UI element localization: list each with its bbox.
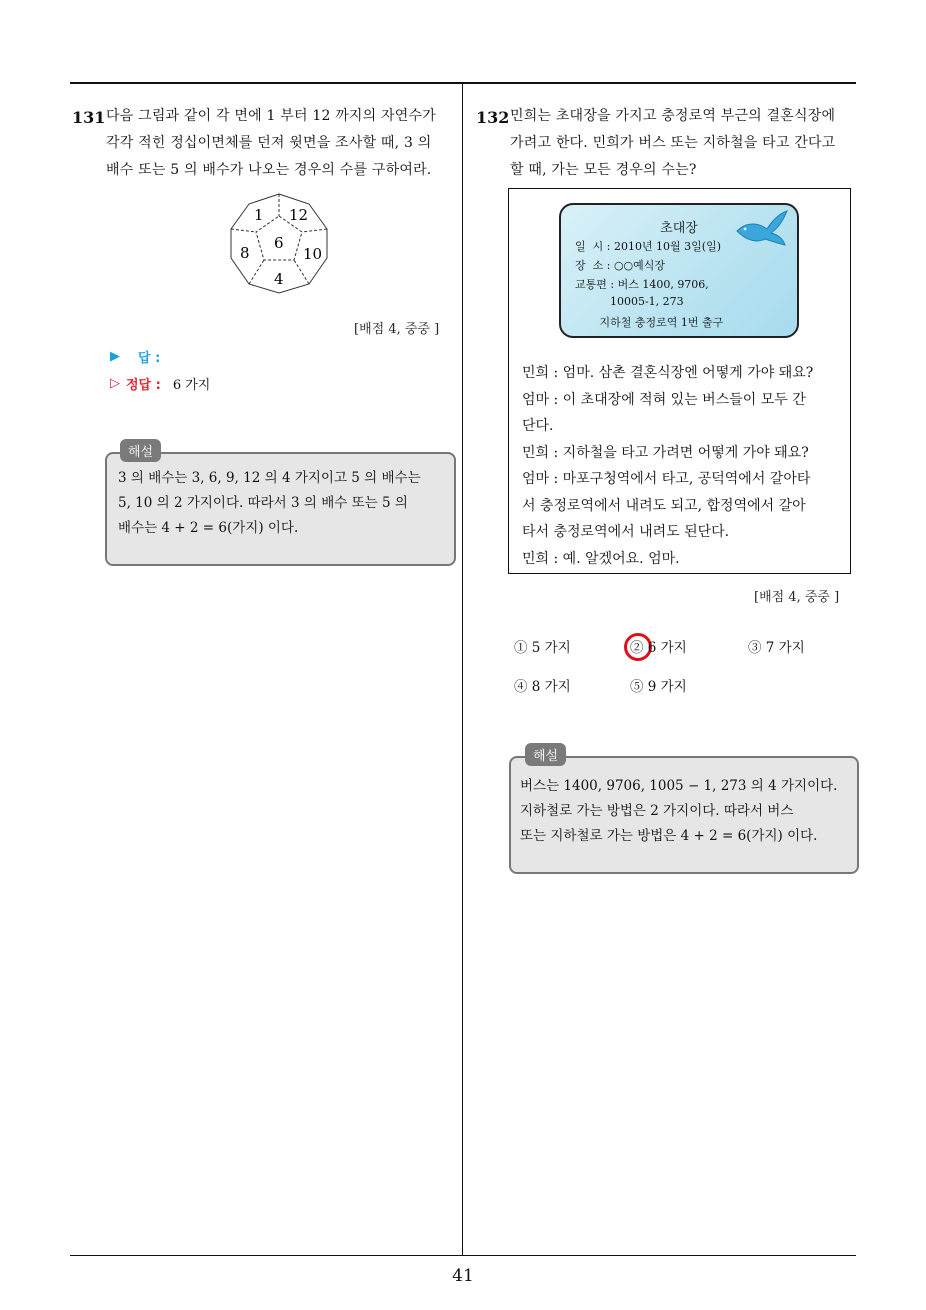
choice-4[interactable]: ④ 8 가지 — [514, 679, 571, 695]
correct-answer-value: 6 가지 — [172, 378, 211, 393]
face-label: 8 — [240, 244, 250, 262]
correct-answer-row — [110, 374, 210, 393]
solution-line: 또는 지하철로 가는 방법은 4 + 2 = 6(가지) 이다. — [520, 828, 818, 844]
solution-tag: 해설 — [525, 743, 566, 766]
outline-triangle-icon: ▷ — [110, 376, 120, 391]
question-line: 민희는 초대장을 가지고 충정로역 부근의 결혼식장에 — [510, 108, 836, 124]
face-label: 12 — [289, 206, 309, 224]
question-131-number: 131 — [72, 108, 106, 127]
choice-3[interactable]: ③ 7 가지 — [748, 640, 805, 656]
face-label: 10 — [303, 245, 323, 263]
question-131-score: [배점 4, 중중 ] — [354, 322, 440, 337]
choice-1[interactable]: ① 5 가지 — [514, 640, 571, 656]
correct-answer-label: 정답 : — [126, 378, 161, 393]
question-line: 가려고 한다. 민희가 버스 또는 지하철을 타고 간다고 — [510, 135, 836, 151]
page-number: 41 — [452, 1266, 474, 1286]
question-132-score: [배점 4, 중중 ] — [754, 590, 840, 605]
face-label: 1 — [254, 206, 264, 224]
solution-line: 버스는 1400, 9706, 1005 − 1, 273 의 4 가지이다. — [520, 778, 838, 794]
dialog-line: 엄마 : 마포구청역에서 타고, 공덕역에서 갈아타 — [522, 471, 811, 487]
question-line: 할 때, 가는 모든 경우의 수는? — [510, 162, 697, 178]
top-rule — [70, 82, 856, 84]
choice-2[interactable]: ② 6 가지 — [630, 640, 687, 656]
answer-row — [110, 347, 160, 366]
dialog-text — [522, 360, 842, 572]
dialog-line: 엄마 : 이 초대장에 적혀 있는 버스들이 모두 간 — [522, 391, 806, 408]
solution-line: 배수는 4 + 2 = 6(가지) 이다. — [118, 520, 299, 536]
bottom-rule — [70, 1255, 856, 1256]
dodecahedron-figure — [226, 192, 332, 296]
card-line: 10005-1, 273 — [575, 295, 684, 308]
card-title: 초대장 — [660, 221, 698, 236]
solution-line: 지하철로 가는 방법은 2 가지이다. 따라서 버스 — [520, 803, 794, 819]
face-label: 4 — [274, 270, 284, 288]
card-line: 장 소 : ○○예식장 — [575, 259, 666, 272]
card-line: 교통편 : 버스 1400, 9706, — [575, 278, 709, 291]
dialog-line: 단다. — [522, 418, 554, 434]
question-132-text — [510, 103, 860, 184]
column-divider — [462, 82, 463, 1256]
solution-text-132 — [520, 774, 854, 849]
play-icon: ▶ — [110, 349, 120, 364]
question-line: 다음 그림과 같이 각 면에 1 부터 12 까지의 자연수가 — [106, 108, 436, 124]
question-131-text — [106, 103, 456, 184]
bird-icon — [733, 209, 789, 251]
solution-line: 3 의 배수는 3, 6, 9, 12 의 4 가지이고 5 의 배수는 — [118, 470, 421, 486]
question-line: 배수 또는 5 의 배수가 나오는 경우의 수를 구하여라. — [106, 162, 432, 178]
solution-text-131 — [118, 466, 448, 541]
solution-tag: 해설 — [120, 439, 161, 462]
dialog-line: 민희 : 예. 알겠어요. 엄마. — [522, 550, 680, 567]
solution-line: 5, 10 의 2 가지이다. 따라서 3 의 배수 또는 5 의 — [118, 495, 408, 511]
face-label: 6 — [274, 234, 284, 252]
dialog-line: 서 충정로역에서 내려도 되고, 합정역에서 갈아 — [522, 497, 806, 514]
dialog-line: 민희 : 엄마. 삼촌 결혼식장엔 어떻게 가야 돼요? — [522, 365, 814, 381]
question-line: 각각 적힌 정십이면체를 던져 윗면을 조사할 때, 3 의 — [106, 135, 432, 151]
dialog-line: 타서 충정로역에서 내려도 된단다. — [522, 524, 730, 540]
choice-5[interactable]: ⑤ 9 가지 — [630, 679, 687, 695]
invitation-card — [559, 203, 799, 338]
card-line: 일 시 : 2010년 10월 3일(일) — [575, 240, 722, 253]
answer-label: 답 : — [138, 351, 161, 366]
question-132-number: 132 — [476, 108, 510, 127]
card-line: 지하철 충정로역 1번 출구 — [575, 316, 724, 329]
dialog-line: 민희 : 지하철을 타고 가려면 어떻게 가야 돼요? — [522, 444, 809, 461]
